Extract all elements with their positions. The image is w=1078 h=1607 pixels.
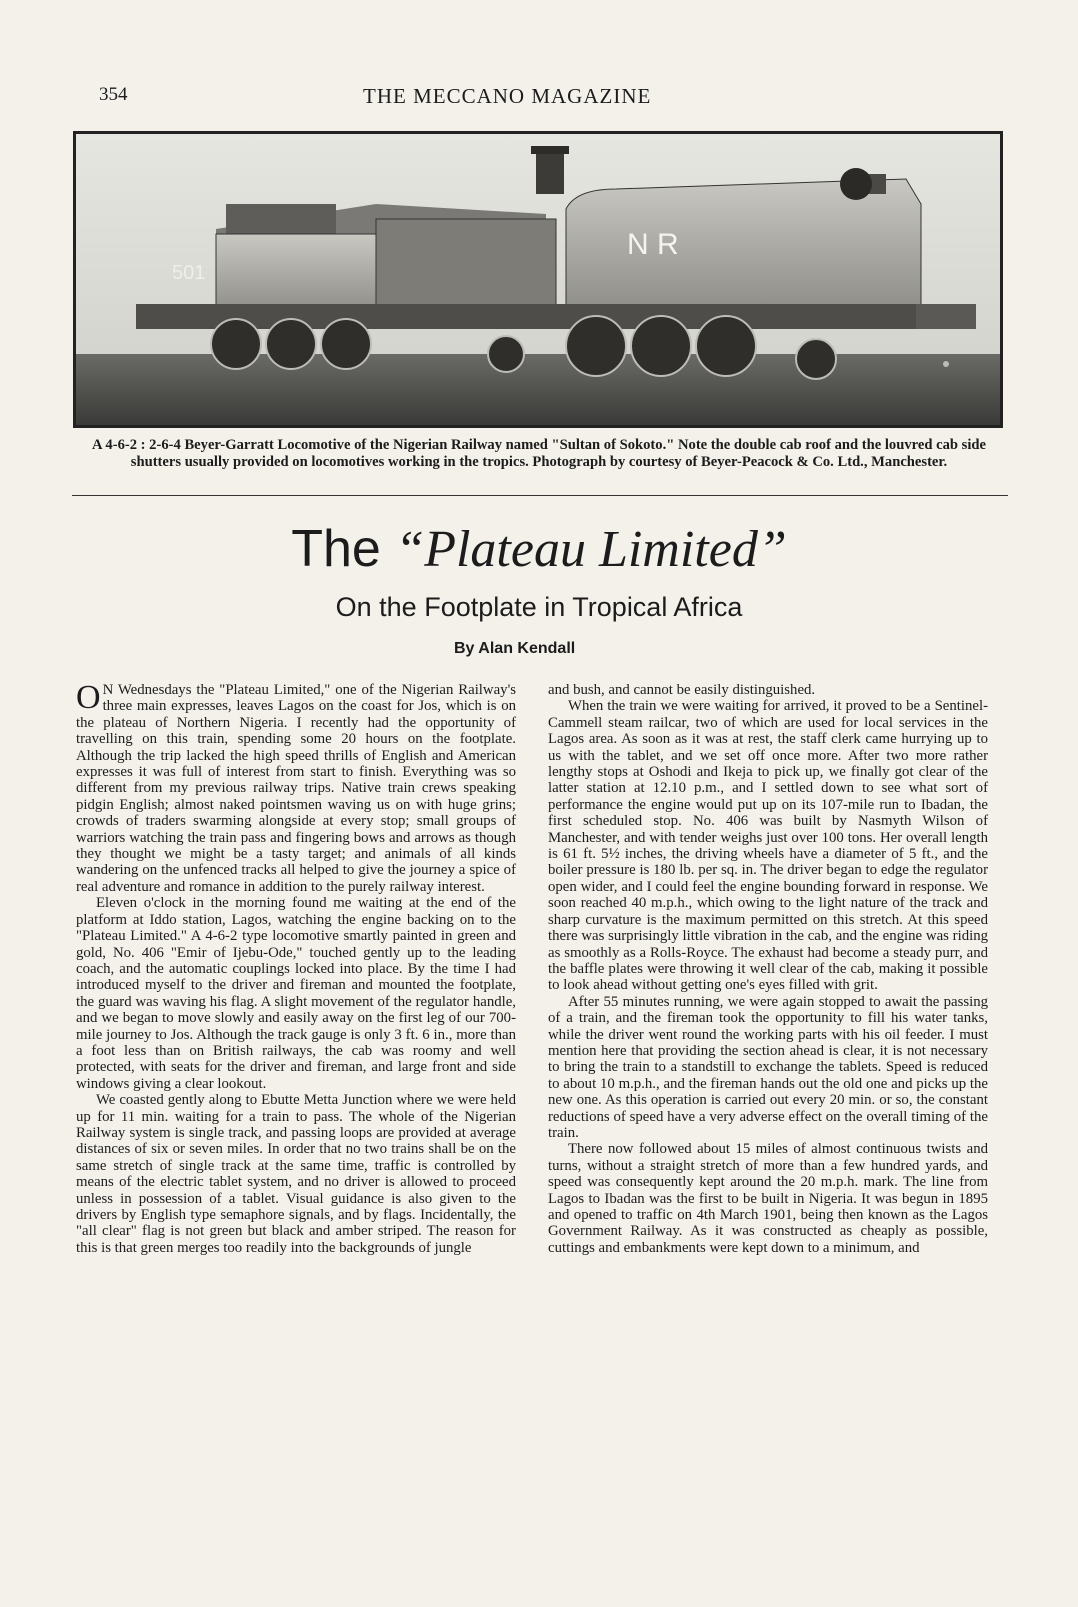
title-prefix: The	[291, 520, 396, 578]
nr-lettering: N R	[627, 228, 679, 261]
article-title	[0, 518, 1078, 581]
magazine-title: THE MECCANO MAGAZINE	[363, 84, 652, 108]
paragraph-text: N Wednesdays the "Plateau Limited," one of the Nigerian Railway's three main expresses, leaves Lagos on the coast for Jos, which is on the plateau of Northern Nigeria. I recently had the opportunity of travelling on this train, spending some 20 hours on the footplate. Although the trip lacked the high speed thrills of English and American expresses it was full of interest from start to finish. Everything was so different from my previous railway trips. Native train crews speaking pidgin English; almost naked pointsmen waving us on with huge grins; crowds of traders swarming alongside at every stop; small groups of warriors watching the train pass and fingering bows and arrows as though they thought we might be a tasty target; and animals of all kinds wandering on the unfenced tracks all helped to give the journey a spice of real adventure and romance in addition to the purely railway interest.	[76, 682, 516, 895]
paragraph	[76, 679, 516, 895]
number-plate: 501	[172, 262, 206, 284]
paragraph: and bush, and cannot be easily distinguished.	[548, 682, 816, 698]
page-header	[99, 84, 699, 116]
article-subtitle: On the Footplate in Tropical Africa	[335, 592, 743, 622]
photo-caption: A 4-6-2 : 2-6-4 Beyer-Garratt Locomotive of the Nigerian Railway named "Sultan of Sokoto." Note the double cab roof and the louvred cab side shutters usually provided on locomotives working in the tropics. Photograph by courtesy of Beyer-Peacock & Co. Ltd., Manchester.	[92, 437, 986, 470]
paragraph: We coasted gently along to Ebutte Metta Junction where we were held up for 11 min. waiting for a train to pass. The whole of the Nigerian Railway system is single track, and passing loops are provided at average distances of six or seven miles. In order that no two trains shall be on the same stretch of single track at the same time, traffic is controlled by means of the electric tablet system, and no driver is allowed to proceed unless in possession of a tablet. Visual guidance is also given to the drivers by English type semaphore signals, and by flags. Incidentally, the "all clear" flag is not green but black and amber striped. The reason for this is that green merges too readily into the backgrounds of jungle	[76, 1092, 516, 1256]
paragraph: There now followed about 15 miles of almost continuous twists and turns, without a straight stretch of more than a few hundred yards, and speed was consequently kept around the 20 m.p.h. mark. The line from Lagos to Ibadan was the first to be built in Nigeria. It was begun in 1895 and opened to traffic on 4th March 1901, being then known as the Lagos Government Railway. As it was constructed as cheaply as possible, cuttings and embankments were kept down to a minimum, and	[548, 1141, 988, 1256]
right-column	[548, 682, 988, 1482]
paragraph: After 55 minutes running, we were again stopped to await the passing of a train, and the fireman took the opportunity to fill his water tanks, while the driver went round the working parts with his oil feeder. I must mention here that providing the section ahead is clear, it is not necessary to bring the train to a standstill to exchange the tablets. Speed is reduced to about 10 m.p.h., and the fireman hands out the old one and picks up the new one. As this operation is carried out every 20 min. or so, the constant reductions of speed have a very adverse effect on the overall timing of the train.	[548, 993, 988, 1141]
locomotive-photo	[73, 131, 1003, 428]
title-quoted: “Plateau Limited”	[395, 521, 787, 578]
paragraph: Eleven o'clock in the morning found me waiting at the end of the platform at Iddo station, Lagos, watching the engine backing on to the "Plateau Limited." A 4-6-2 type locomotive smartly painted in green and gold, No. 406 "Emir of Ijebu-Ode," touched gently up to the leading coach, and the automatic couplings locked into place. By the time I had introduced myself to the driver and fireman and mounted the footplate, the guard was waving his flag. A slight movement of the regulator handle, and we began to move slowly and easily away on the first leg of our 700-mile journey to Jos. Although the track gauge is only 3 ft. 6 in., more than a foot less than on British railways, the cab was roomy and well protected, with seats for the driver and fireman, and large front and side windows giving a clear lookout.	[76, 895, 516, 1092]
divider-rule	[72, 495, 1008, 496]
drop-cap: O	[76, 679, 101, 716]
left-column	[76, 679, 516, 1482]
paragraph: When the train we were waiting for arrived, it proved to be a Sentinel-Cammell steam railcar, two of which are used for local services in the Lagos area. As soon as it was at rest, the staff clerk came hurrying up to us with the tablet, and we set off once more. After two more rather lengthy stops at Oshodi and Ikeja to pick up, we finally got clear of the latter station at 12.10 p.m., and I settled down to see what sort of performance the engine would put up on its 107-mile run to Ibadan, the first scheduled stop. No. 406 was built by Nasmyth Wilson of Manchester, and with tender weighs just over 100 tons. Her overall length is 61 ft. 5½ inches, the driving wheels have a diameter of 5 ft., and the boiler pressure is 180 lb. per sq. in. The driver began to edge the regulator open wider, and I could feel the engine bounding forward in response. We soon reached 40 m.p.h., which owing to the light nature of the track and sharp curvature is the maximum permitted on this stretch. At this speed there was surprisingly little vibration in the cab, and the engine was riding as smoothly as a Rolls-Royce. The exhaust had become a steady purr, and the baffle plates were throwing it well clear of the cab, making it possible to look ahead without getting one's eyes filled with grit.	[548, 698, 988, 994]
byline: By Alan Kendall	[454, 640, 576, 657]
page-number: 354	[99, 84, 128, 105]
